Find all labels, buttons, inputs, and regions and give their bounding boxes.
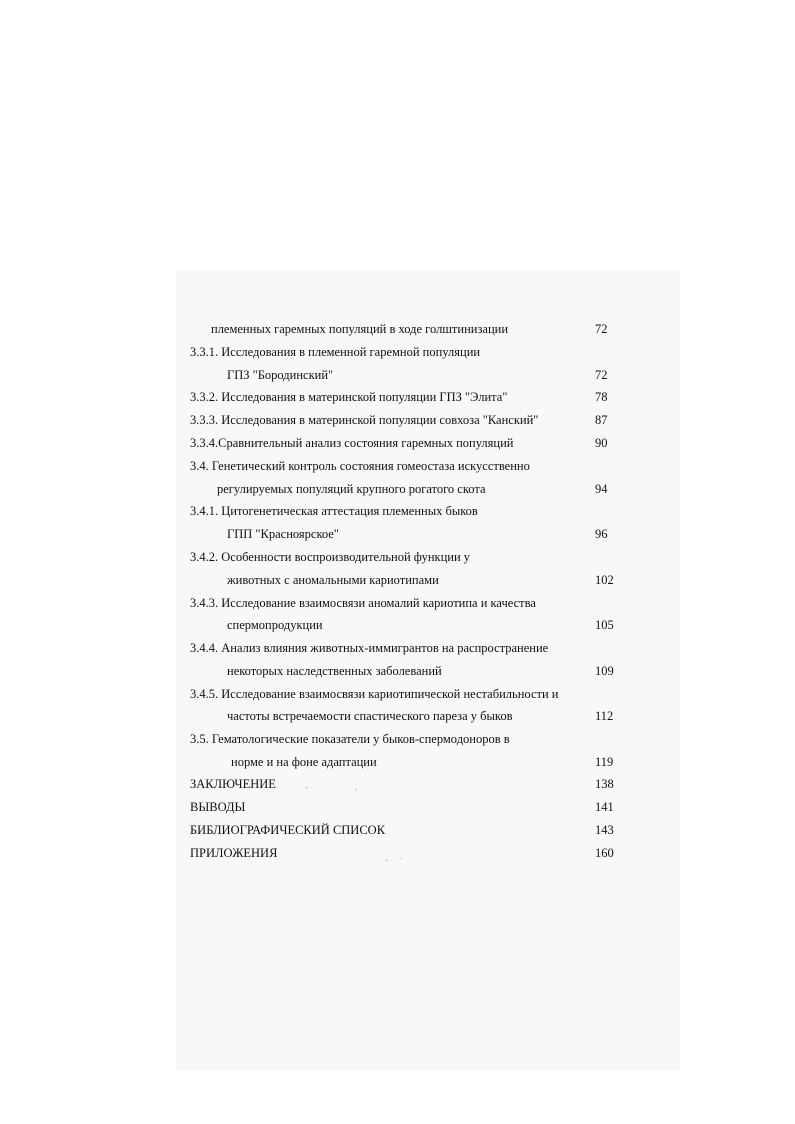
toc-entry-text: животных с аномальными кариотипами — [227, 573, 439, 587]
toc-entry-page: 105 — [595, 618, 614, 632]
toc-entry-page: 78 — [595, 390, 608, 404]
toc-entry-page: 141 — [595, 800, 614, 814]
toc-entry-text: норме и на фоне адаптации — [231, 755, 377, 769]
toc-entry-text: спермопродукции — [227, 618, 323, 632]
toc-entry-text: 3.3.2. Исследования в материнской популяции ГПЗ "Элита" — [190, 390, 508, 404]
toc-entry-text: частоты встречаемости спастического пареза у быков — [227, 709, 513, 723]
toc-entry-page: 72 — [595, 368, 608, 382]
toc-entry-text: ВЫВОДЫ — [190, 800, 246, 814]
toc-entry-text: 3.4. Генетический контроль состояния гомеостаза искусственно — [190, 459, 530, 473]
toc-entry-text: 3.3.1. Исследования в племенной гаремной популяции — [190, 345, 481, 359]
toc-entry-page: 87 — [595, 413, 608, 427]
scan-speck — [386, 860, 387, 861]
toc-entry-page: 72 — [595, 322, 608, 336]
toc-entry-page: 160 — [595, 846, 614, 860]
toc-entry-page: 96 — [595, 527, 608, 541]
toc-entry-text: 3.4.3. Исследование взаимосвязи аномалий кариотипа и качества — [190, 596, 536, 610]
toc-entry-text: 3.3.3. Исследования в материнской популяции совхоза "Канский" — [190, 413, 539, 427]
scan-speck — [356, 789, 357, 790]
toc-entry-text: племенных гаремных популяций в ходе голштинизации — [211, 322, 509, 336]
toc-entry-page: 138 — [595, 777, 614, 791]
toc-entry-text: БИБЛИОГРАФИЧЕСКИЙ СПИСОК — [190, 823, 386, 837]
toc-entry-text: 3.4.5. Исследование взаимосвязи кариотипической нестабильности и — [190, 687, 559, 701]
toc-entry-text: ЗАКЛЮЧЕНИЕ — [190, 777, 276, 791]
toc-entry-text: регулируемых популяций крупного рогатого скота — [217, 482, 486, 496]
toc-entry-page: 94 — [595, 482, 608, 496]
toc-entry-text: 3.4.2. Особенности воспроизводительной функции у — [190, 550, 471, 564]
scan-speck — [401, 858, 402, 859]
toc-entry-page: 102 — [595, 573, 614, 587]
scan-speck — [306, 787, 307, 788]
toc-entry-text: некоторых наследственных заболеваний — [227, 664, 442, 678]
toc-entry-text: 3.4.4. Анализ влияния животных-иммигрантов на распространение — [190, 641, 549, 655]
toc-entry-page: 90 — [595, 436, 608, 450]
toc-entry-page: 119 — [595, 755, 614, 769]
toc-entry-page: 112 — [595, 709, 614, 723]
toc-entry-text: 3.5. Гематологические показатели у быков-спермодоноров в — [190, 732, 510, 746]
toc-entry-page: 143 — [595, 823, 614, 837]
toc-entry-text: 3.4.1. Цитогенетическая аттестация племенных быков — [190, 504, 478, 518]
toc-entry-text: 3.3.4.Сравнительный анализ состояния гаремных популяций — [190, 436, 514, 450]
toc-entry-text: ГПЗ "Бородинский" — [227, 368, 334, 382]
toc-entry-page: 109 — [595, 664, 614, 678]
toc-entry-text: ГПП "Красноярское" — [227, 527, 339, 541]
toc-entry-text: ПРИЛОЖЕНИЯ — [190, 846, 278, 860]
